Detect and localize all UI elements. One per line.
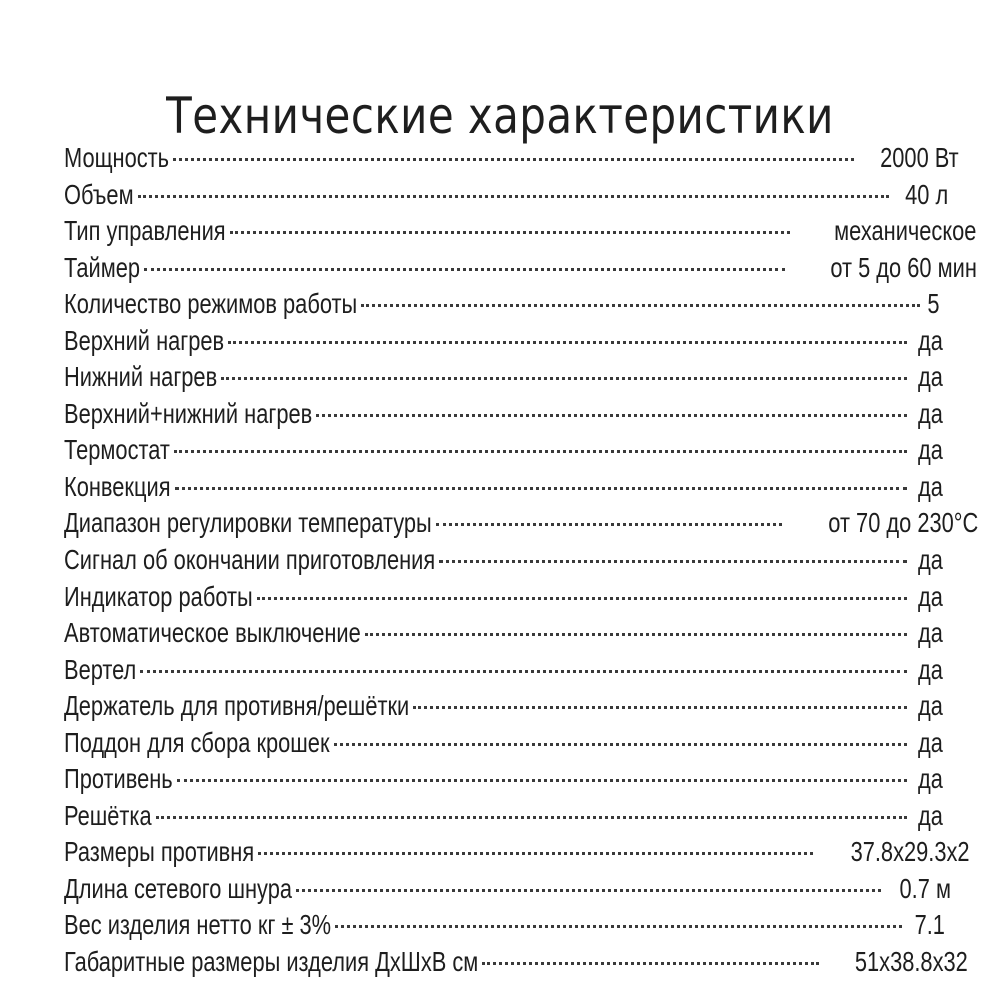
dotted-leader: [138, 195, 889, 198]
spec-value: да: [918, 470, 944, 502]
spec-name: Диапазон регулировки температуры: [64, 507, 432, 539]
spec-name: Поддон для сбора крошек: [64, 726, 330, 758]
spec-value-wrap: [911, 798, 944, 834]
spec-row: [64, 871, 951, 908]
spec-row: [64, 177, 949, 214]
spec-row: [64, 432, 944, 469]
spec-row: [64, 615, 944, 652]
dotted-leader: [144, 268, 785, 271]
spec-value: 40 л: [905, 178, 949, 210]
spec-name-wrap: [64, 140, 169, 176]
spec-name-wrap: [64, 761, 173, 797]
spec-row: [64, 140, 959, 177]
spec-row: [64, 944, 968, 981]
dotted-leader: [365, 633, 907, 636]
dotted-leader: [221, 377, 907, 380]
dotted-leader: [439, 560, 907, 563]
spec-value: да: [918, 726, 944, 758]
spec-value-wrap: [911, 652, 944, 688]
spec-value-wrap: [885, 871, 951, 907]
dotted-leader: [361, 304, 920, 307]
spec-name-wrap: [64, 652, 136, 688]
spec-name: Вертел: [64, 653, 137, 685]
spec-row: [64, 761, 944, 798]
spec-name-wrap: [64, 615, 361, 651]
spec-value: да: [918, 799, 944, 831]
spec-value-wrap: [906, 907, 945, 943]
spec-row: [64, 798, 944, 835]
dotted-leader: [482, 962, 819, 965]
spec-name-wrap: [64, 944, 478, 980]
spec-row: [64, 323, 944, 360]
spec-value-wrap: [911, 579, 944, 615]
spec-name: Нижний нагрев: [64, 361, 218, 393]
dotted-leader: [436, 523, 782, 526]
spec-value: да: [918, 763, 944, 795]
spec-value: 0.7 м: [899, 872, 951, 904]
spec-value-wrap: [911, 761, 944, 797]
spec-name-wrap: [64, 688, 409, 724]
spec-list: [64, 140, 979, 981]
spec-name-wrap: [64, 579, 253, 615]
spec-value-wrap: [911, 542, 944, 578]
spec-row: [64, 579, 944, 616]
spec-name: Мощность: [64, 142, 170, 173]
spec-value: да: [918, 580, 944, 612]
spec-name-wrap: [64, 834, 254, 870]
spec-value: 2000 Вт: [879, 142, 959, 173]
spec-name: Конвекция: [64, 470, 171, 502]
spec-row: [64, 505, 979, 542]
spec-name: Объем: [64, 178, 134, 210]
spec-name: Тип управления: [64, 215, 226, 247]
dotted-leader: [173, 158, 853, 161]
spec-value-wrap: [911, 725, 944, 761]
spec-value: 37.8х29.3х2: [850, 836, 970, 868]
dotted-leader: [296, 889, 881, 892]
spec-row: [64, 725, 944, 762]
spec-value-wrap: [911, 359, 944, 395]
spec-value: от 70 до 230°С: [828, 507, 979, 539]
spec-name: Количество режимов работы: [64, 288, 358, 320]
spec-name: Противень: [64, 763, 173, 795]
spec-row: [64, 542, 944, 579]
spec-value-wrap: [789, 250, 978, 286]
spec-value-wrap: [794, 213, 977, 249]
spec-value: 51х38.8х32: [854, 946, 968, 978]
spec-name-wrap: [64, 250, 140, 286]
spec-value: да: [918, 434, 944, 466]
dotted-leader: [258, 852, 813, 855]
spec-value: да: [918, 544, 944, 576]
spec-value-wrap: [823, 944, 968, 980]
dotted-leader: [156, 816, 908, 819]
spec-name: Таймер: [64, 251, 141, 283]
dotted-leader: [177, 779, 907, 782]
dotted-leader: [257, 597, 907, 600]
spec-value: 7.1: [914, 909, 945, 941]
spec-value: 5: [927, 288, 940, 320]
spec-row: [64, 652, 944, 689]
spec-value: от 5 до 60 мин: [830, 251, 978, 283]
spec-row: [64, 907, 945, 944]
spec-name-wrap: [64, 907, 331, 943]
spec-name-wrap: [64, 871, 292, 907]
spec-name-wrap: [64, 177, 134, 213]
spec-name: Верхний нагрев: [64, 324, 225, 356]
spec-row: [64, 396, 944, 433]
spec-name-wrap: [64, 798, 152, 834]
spec-name-wrap: [64, 505, 432, 541]
spec-name-wrap: [64, 725, 330, 761]
spec-value: да: [918, 690, 944, 722]
dotted-leader: [334, 743, 908, 746]
dotted-leader: [335, 925, 902, 928]
spec-name-wrap: [64, 359, 217, 395]
spec-row: [64, 286, 940, 323]
spec-name-wrap: [64, 323, 224, 359]
spec-value-wrap: [911, 688, 944, 724]
dotted-leader: [228, 341, 907, 344]
page-title: Технические характеристики: [166, 86, 834, 145]
spec-value: да: [918, 324, 944, 356]
spec-name: Термостат: [64, 434, 170, 466]
dotted-leader: [174, 450, 907, 453]
dotted-leader: [230, 231, 790, 234]
spec-name-wrap: [64, 396, 312, 432]
spec-value-wrap: [858, 140, 959, 176]
spec-row: [64, 213, 977, 250]
dotted-leader: [140, 670, 907, 673]
dotted-leader: [413, 706, 907, 709]
spec-row: [64, 834, 970, 871]
spec-value-wrap: [893, 177, 949, 213]
spec-name-wrap: [64, 469, 171, 505]
spec-name-wrap: [64, 432, 170, 468]
spec-name-wrap: [64, 213, 226, 249]
spec-name: Вес изделия нетто кг ± 3%: [64, 909, 332, 941]
spec-value-wrap: [911, 432, 944, 468]
spec-name: Автоматическое выключение: [64, 617, 361, 649]
spec-name: Длина сетевого шнура: [64, 872, 293, 904]
spec-row: [64, 469, 944, 506]
spec-value-wrap: [911, 469, 944, 505]
spec-value: да: [918, 617, 944, 649]
dotted-leader: [175, 487, 908, 490]
spec-name: Решётка: [64, 799, 152, 831]
dotted-leader: [316, 414, 907, 417]
spec-row: [64, 250, 978, 287]
spec-name: Индикатор работы: [64, 580, 253, 612]
spec-value-wrap: [911, 615, 944, 651]
spec-name: Размеры противня: [64, 836, 255, 868]
spec-value: да: [918, 397, 944, 429]
spec-value-wrap: [786, 505, 979, 541]
spec-name: Габаритные размеры изделия ДхШхВ см: [64, 946, 479, 978]
spec-name: Верхний+нижний нагрев: [64, 397, 313, 429]
spec-value: да: [918, 361, 944, 393]
spec-name-wrap: [64, 542, 435, 578]
spec-value-wrap: [911, 396, 944, 432]
spec-name: Держатель для противня/решётки: [64, 690, 410, 722]
spec-row: [64, 688, 944, 725]
spec-name-wrap: [64, 286, 357, 322]
spec-value-wrap: [911, 323, 944, 359]
spec-value-wrap: [924, 286, 940, 322]
spec-name: Сигнал об окончании приготовления: [64, 544, 436, 576]
spec-value-wrap: [817, 834, 970, 870]
spec-row: [64, 359, 944, 396]
spec-value: механическое: [833, 215, 977, 247]
spec-value: да: [918, 653, 944, 685]
